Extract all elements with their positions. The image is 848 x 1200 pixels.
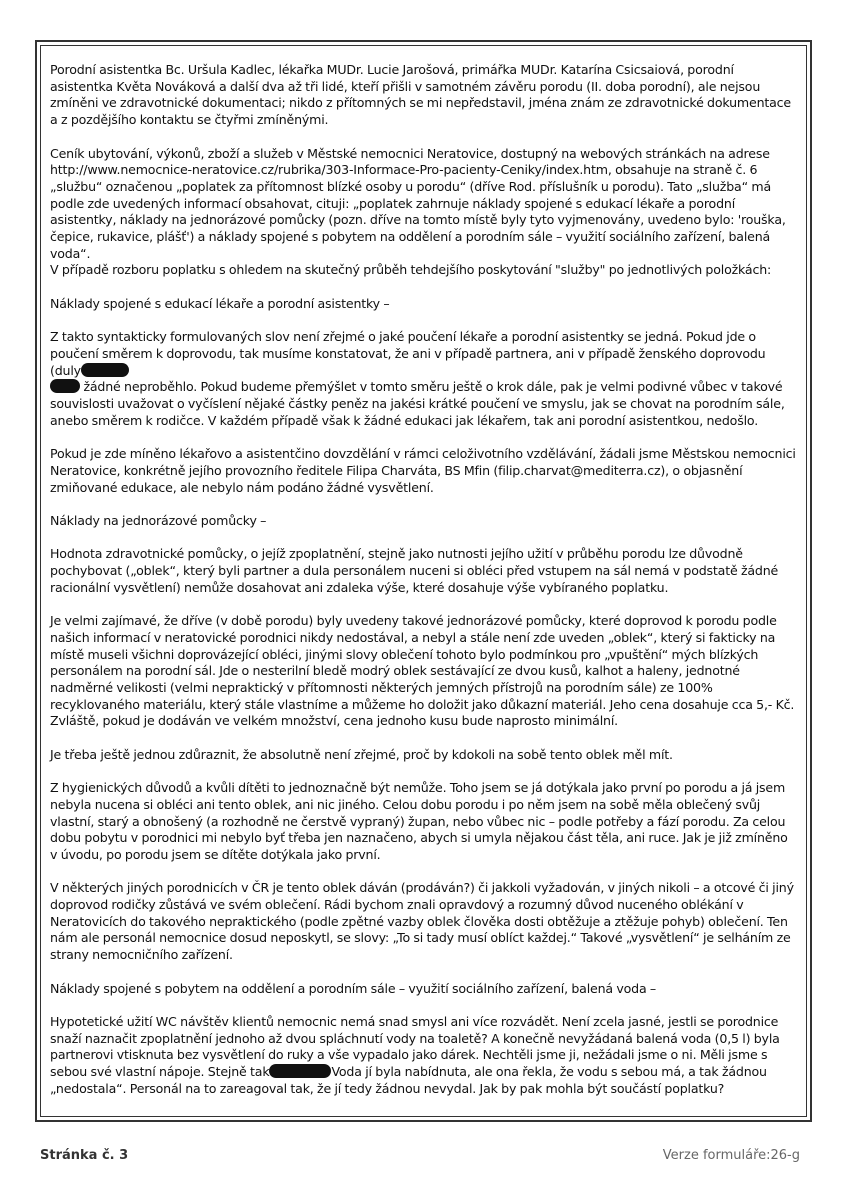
- paragraph-fee-analysis-intro: V případě rozboru poplatku s ohledem na skutečný průběh tehdejšího poskytování "služby" po jednotlivých položkách:: [50, 262, 772, 278]
- paragraph-suit-description: Je velmi zajímavé, že dříve (v době porodu) byly uvedeny takové jednorázové pomůcky, které doprovod k porodu podle našich informací v neratovické porodnici nikdy nedostával, a nebyl a stále není zde uveden „oblek“, který si fakticky na místě museli všichni doprovázející obléci, jinými slovy oblečení tohoto bylo podmínkou pro „vpuštění“ mých blízkých personálem na porodní sál. Jde o nesterilní bledě modrý oblek sestávající ze dvou kusů, kalhot a haleny, jednotné nadměrné velikosti (velmi nepraktický v přítomnosti některých jemných přístrojů na porodním sále) ze 100% recyklovaného materiálu, který stále vlastníme a můžeme ho doložit jako důkazní materiál. Jeho cena dosahuje cca 5,- Kč. Zvláště, pokud je dodáván ve velkém množství, cena jednoho kusu bude naprosto minimální.: [50, 613, 795, 729]
- page-number: Stránka č. 3: [40, 1148, 129, 1163]
- heading-disposable-aids: Náklady na jednorázové pomůcky –: [50, 512, 267, 528]
- redaction-mark: [50, 379, 80, 393]
- redaction-mark: [269, 1064, 331, 1078]
- document-body: [50, 62, 798, 1114]
- paragraph-text: Z takto syntakticky formulovaných slov není zřejmé o jaké poučení lékaře a porodní asistentky se jedná. Pokud jde o poučení směrem k doprovodu, tak musíme konstatovat, že ani v případě partnera, ani v případě ženského doprovodu (duly: [50, 329, 766, 378]
- paragraph-wc-water: [50, 1014, 798, 1098]
- paragraph-hygiene: Z hygienických důvodů a kvůli dítěti to jednoznačně být nemůže. Toho jsem se já dotýkala jako první po porodu a já jsem nebyla nucena si obléci ani tento oblek, ani nic jiného. Celou dobu porodu i po něm jsem na sobě měla oblečený svůj vlastní, starý a obnošený (a rozhodně ne čerstvě vypraný) župan, nebo vůbec nic – podle potřeby a fází porodu. Za celou dobu pobytu v porodnici mi nebylo byť třeba jen naznačeno, abych si umyla nějakou část těla, ani ruce. Jak je již zmíněno v úvodu, po porodu jsem se dítěte dotýkala jako první.: [50, 780, 788, 862]
- paragraph-suit-emphasis: Je třeba ještě jednou zdůraznit, že absolutně není zřejmé, proč by kdokoli na sobě tento oblek měl mít.: [50, 746, 673, 762]
- heading-education-costs: Náklady spojené s edukací lékaře a porodní asistentky –: [50, 295, 390, 311]
- paragraph-education-details: [50, 329, 798, 429]
- heading-stay-costs: Náklady spojené s pobytem na oddělení a porodním sále – využití sociálního zařízení, balená voda –: [50, 980, 657, 996]
- paragraph-persons-present: Porodní asistentka Bc. Uršula Kadlec, lékařka MUDr. Lucie Jarošová, primářka MUDr. Katarína Csicsaiová, porodní asistentka Květa Nováková a další dva až tři lidé, kteří přišli v samotném závěru porodu (II. doba porodní), ale nejsou zmíněni ve zdravotnické dokumentaci; nikdo z přítomných se mi nepředstavil, jména znám ze zdravotnické dokumentace a z pozdějšího kontaktu se čtyřmi zmíněnými.: [50, 62, 791, 128]
- paragraph-text: Voda jí byla nabídnuta, ale ona řekla, že vodu s sebou má, a tak žádnou „nedostala“. Personál na to zareagoval tak, že jí tedy žádnou nevydal. Jak by pak mohla být součástí poplatku?: [50, 1064, 767, 1096]
- paragraph-other-hospitals: V některých jiných porodnicích v ČR je tento oblek dáván (prodáván?) či jakkoli vyžadován, v jiných nikoli – a otcové či jiný doprovod rodičky zůstává ve svém oblečení. Rádi bychom znali opravdový a rozumný důvod nuceného oblékání v Neratovicích do takového nepraktického (podle zpětné vazby oblek člověka dosti obtěžuje a ztěžuje pohyb) oblečení. Ten nám ale personál nemocnice dosud neposkytl, se slovy: „To si tady musí oblíct každej.“ Takové „vysvětlení“ je selháním ze strany nemocničního zařízení.: [50, 880, 794, 963]
- paragraph-text: Hypotetické užití WC návštěv klientů nemocnic nemá snad smysl ani více rozvádět. Není zcela jasné, jestli se porodnice snaží naznačit zpoplatnění jednoho až dvou spláchnutí vody na toaletě? A konečně nevyžádaná balená voda (0,5 l) byla partnerovi vtisknuta bez vysvětlení do ruky a vše vypadalo jako dárek. Nechtěli jsme ji, nežádali jsme o ni. Měli jsme s sebou své vlastní nápoje. Stejně tak: [50, 1013, 780, 1079]
- redaction-mark: [81, 363, 129, 377]
- paragraph-text: žádné neproběhlo. Pokud budeme přemýšlet v tomto směru ještě o krok dále, pak je velmi podivné vůbec v takové souvislosti uvažovat o vyčíslení nějaké částky peněz na jakési krátké poučení ve smyslu, jak se chovat na porodním sále, anebo směrem k rodičce. V každém případě však k žádné edukaci jak lékařem, tak ani porodní asistentkou, nedošlo.: [50, 379, 785, 428]
- paragraph-price-list: Ceník ubytování, výkonů, zboží a služeb v Městské nemocnici Neratovice, dostupný na webových stránkách na adrese http://www.nemocnice-neratovice.cz/rubrika/303-Informace-Pro-pacienty-Ceniky/index.htm, obsahuje na straně č. 6 „službu“ označenou „poplatek za přítomnost blízké osoby u porodu“ (dříve Rod. příslušník u porodu). Tato „služba“ má podle zde uvedených informací obsahovat, cituji: „poplatek zahrnuje náklady spojené s edukací lékaře a porodní asistentky, náklady na jednorázové pomůcky (pozn. dříve na tomto místě byly tyto vyjmenovány, uvedeno bylo: 'rouška, čepice, rukavice, plášť') a náklady spojené s pobytem na oddělení a porodním sále – využití sociálního zařízení, balená voda“.: [50, 145, 786, 261]
- paragraph-aid-value: Hodnota zdravotnické pomůcky, o jejíž zpoplatnění, stejně jako nutnosti jejího užití v průběhu porodu lze důvodně pochybovat („oblek“, který byli partner a dula personálem nuceni si obléci před vstupem na sál nemá v podstatě žádné racionální vysvětlení) nemůže dosahovat ani zdaleka výše, které dosahuje výše vybíraného poplatku.: [50, 546, 779, 595]
- form-version: Verze formuláře:26-g: [662, 1148, 800, 1163]
- paragraph-education-inquiry: Pokud je zde míněno lékařovo a asistentčino dovzdělání v rámci celoživotního vzdělávání, žádali jsme Městskou nemocnici Neratovice, konkrétně jejího provozního ředitele Filipa Charváta, BS Mfin (filip.charvat@mediterra.cz), o objasnění zmiňované edukace, ale nebylo nám podáno žádné vysvětlení.: [50, 446, 796, 495]
